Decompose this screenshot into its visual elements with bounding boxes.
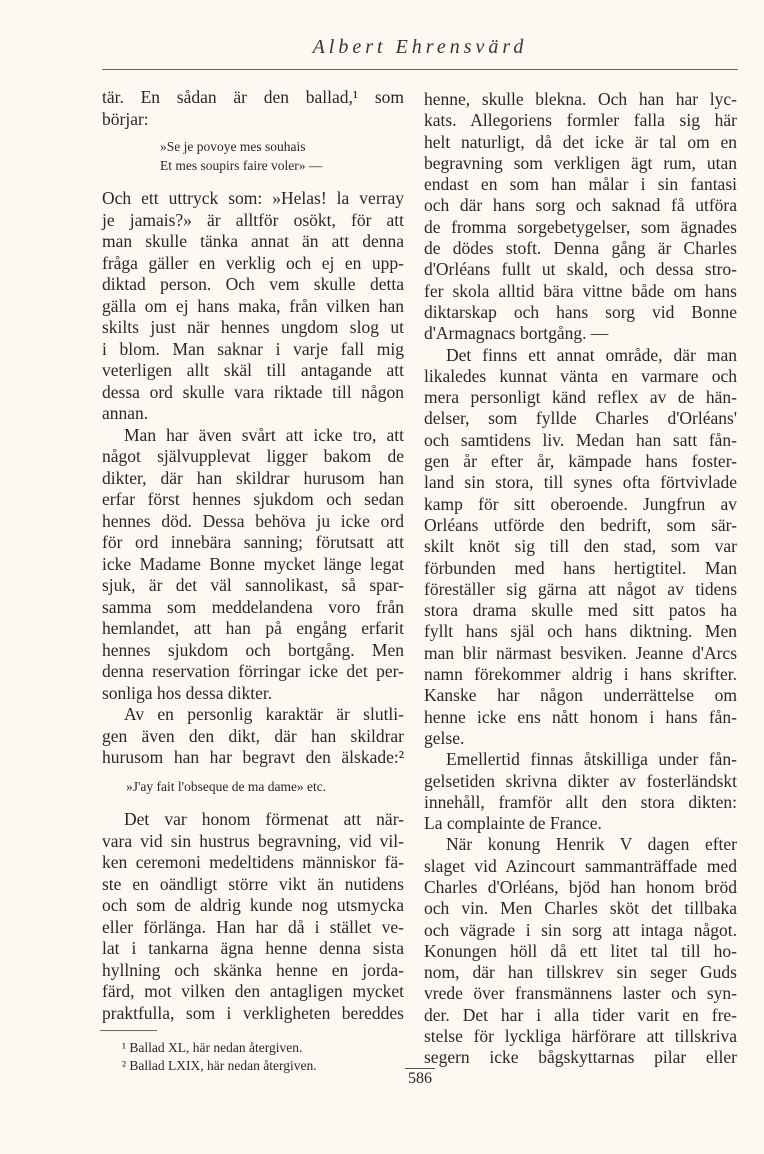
text-line: Et mes soupirs faire voler» — <box>160 158 323 173</box>
text-line: annan. <box>102 403 149 423</box>
text-line: Konungen höll då ett litet tal till ho- <box>424 940 737 961</box>
text-line: erfar först hennes sjukdom och sedan <box>102 489 404 509</box>
text-line: eller förlänga. Han har då i stället ve- <box>102 916 404 937</box>
text-line: Det finns ett annat område, där man <box>446 344 737 365</box>
text-line: gen även den dikt, där han skildrar <box>102 725 404 746</box>
header-rule <box>102 69 738 70</box>
text-line: Man har även svårt att icke tro, att <box>124 424 404 445</box>
text-line: och som de aldrig kunde nog utsmycka <box>102 895 404 915</box>
text-line: samma som meddelandena voro från <box>102 596 404 617</box>
running-header: Albert Ehrensvärd <box>312 36 528 58</box>
text-line: vrede över fransmännens laster och syn- <box>424 983 737 1004</box>
text-line: för ord innebära sanning; förutsatt att <box>102 532 404 552</box>
text-line: sjuk, är det väl sannolikast, så spar- <box>102 575 404 595</box>
text-line: gen år efter år, kämpade hans foster- <box>424 451 737 472</box>
text-line: likaledes kunnat vänta en varmare och <box>424 365 737 386</box>
text-line: kats. Allegoriens formler falla sig här <box>424 110 737 131</box>
text-line: segern icke bågskyttarnas pilar eller <box>424 1047 737 1068</box>
text-line: hennes sjukdom och bortgång. Men <box>102 639 404 660</box>
text-line: ² Ballad LXIX, här nedan återgiven. <box>122 1058 317 1073</box>
text-line: När konung Henrik V dagen efter <box>446 834 737 855</box>
text-line: gälla om ej hans maka, från vilken han <box>102 295 404 316</box>
text-line: gelsetiden skrivna dikter av fosterländskt <box>424 770 737 791</box>
left-paragraph-1 <box>102 87 404 130</box>
text-line: och vägrade i sin sorg att intaga något. <box>424 919 737 940</box>
text-line: innehåll, framför allt den stora dikten: <box>424 791 737 812</box>
text-line: Orléans utförde den bedrift, som sär- <box>424 514 737 535</box>
text-line: skilts just när hennes ungdom slog ut <box>102 317 404 337</box>
text-line: denna reservation förringar icke det per- <box>102 661 404 681</box>
text-line: och vin. Men Charles sköt det tillbaka <box>424 898 737 919</box>
text-line: dikter, där han skildrar hurusom han <box>102 467 404 488</box>
text-line: och samtidens liv. Medan han satt fån- <box>424 429 737 450</box>
text-line: d'Orléans fullt ut skald, och dessa stro- <box>424 259 737 280</box>
text-line: »Se je povoye mes souhais <box>160 139 306 154</box>
text-line: Av en personlig karaktär är slutli- <box>124 704 404 724</box>
text-line: något självupplevat ligger bakom de <box>102 446 404 466</box>
text-line: börjar: <box>102 108 149 129</box>
text-line: hemlandet, att han på engång erfarit <box>102 618 404 638</box>
text-line: stora drama skulle med sitt patos ha <box>424 600 737 621</box>
text-line: Kanske har någon underrättelse om <box>424 685 737 706</box>
footnotes <box>122 1039 422 1075</box>
text-line: Och ett uttryck som: »Helas! la verray <box>102 188 404 208</box>
text-line: de fromma sorgebetygelser, som ägnades <box>424 216 737 237</box>
text-line: praktfulla, som i verkligheten bereddes <box>102 1002 404 1023</box>
text-line: man blir närmast besviken. Jeanne d'Arcs <box>424 642 737 663</box>
text-line: La complainte de France. <box>424 813 602 834</box>
text-line: ¹ Ballad XL, här nedan återgiven. <box>122 1040 303 1055</box>
text-line: fråga gäller en verklig och ej en upp- <box>102 252 404 273</box>
text-line: slaget vid Azincourt sammanträffade med <box>424 855 737 876</box>
text-line: man skulle tänka annat än att denna <box>102 231 404 251</box>
left-paragraph-2 <box>102 188 404 769</box>
text-line: vara vid sin hustrus begravning, vid vil- <box>102 830 404 851</box>
text-line: fyllt hans själ och hans diktning. Men <box>424 621 737 642</box>
text-line: lat i tankarna ägna henne denna sista <box>102 938 404 958</box>
left-paragraph-3 <box>102 809 404 1024</box>
right-column-text <box>424 89 737 1069</box>
page-number: 586 <box>405 1068 435 1089</box>
text-line: tär. En sådan är den ballad,¹ som <box>102 87 404 107</box>
text-line: ken ceremoni medeltidens människor fä- <box>102 852 404 872</box>
verse-quote-1 <box>160 137 400 175</box>
text-line: hyllning och skänka henne en jorda- <box>102 959 404 980</box>
text-line: Charles d'Orléans, bjöd han honom bröd <box>424 876 737 897</box>
text-line: namn förekommer aldrig i hans skrifter. <box>424 664 737 685</box>
text-line: henne icke ens nått honom i hans fån- <box>424 706 737 727</box>
text-line: fer skola alltid bära vittne både om hans <box>424 280 737 301</box>
text-line: ste en oändligt större vikt än nutidens <box>102 873 404 894</box>
text-line: och där hans sorg och saknad få utföra <box>424 195 737 216</box>
text-line: delser, som fyllde Charles d'Orléans' <box>424 408 737 429</box>
text-line: kamp för sitt oberoende. Jungfrun av <box>424 493 737 514</box>
text-line: föreställer sig gärna att något av tidens <box>424 578 737 599</box>
text-line: begravning som verkligen ägt rum, utan <box>424 152 737 173</box>
text-line: veterligen allt skäl till antagande att <box>102 360 404 380</box>
text-line: skilt knöt sig till den stad, som var <box>424 536 737 557</box>
text-line: hennes död. Dessa behöva ju icke ord <box>102 510 404 531</box>
text-line: gelse. <box>424 727 465 748</box>
text-line: icke Madame Bonne mycket länge legat <box>102 553 404 574</box>
text-line: färd, mot vilken den antagligen mycket <box>102 981 404 1001</box>
text-line: diktarskap och hans sorg vid Bonne <box>424 301 737 322</box>
text-line: henne, skulle blekna. Och han har lyc- <box>424 89 737 109</box>
footnote-rule <box>100 1030 157 1031</box>
text-line: de dödes stoft. Denna gång är Charles <box>424 238 737 259</box>
text-line: je jamais?» är alltför osökt, för att <box>102 209 404 230</box>
text-line: helt naturligt, då det icke är tal om en <box>424 131 737 152</box>
text-line: hurusom han har begravt den älskade:² <box>102 747 404 767</box>
text-line: endast en som han målar i sin fantasi <box>424 174 737 195</box>
text-line: nom, där han tillskrev sin seger Guds <box>424 962 737 983</box>
text-line: »J'ay fait l'obseque de ma dame» etc. <box>126 779 327 794</box>
text-line: mera personligt känd reflex av de hän- <box>424 387 737 408</box>
text-line: der. Det har i alla tider varit en fre- <box>424 1004 737 1025</box>
text-line: stelse för lyckliga härförare att tillskriva <box>424 1026 737 1047</box>
text-line: Emellertid finnas åtskilliga under fån- <box>446 749 737 770</box>
text-line: d'Armagnacs bortgång. — <box>424 323 609 344</box>
text-line: diktad person. Och vem skulle detta <box>102 274 404 294</box>
text-line: sonliga hos dessa dikter. <box>102 682 273 703</box>
text-line: i blom. Man saknar i varje fall mig <box>102 338 404 359</box>
text-line: Det var honom förmenat att när- <box>124 809 404 829</box>
text-line: land sin stora, till synes ofta förtvivlade <box>424 472 737 493</box>
text-line: dessa ord skulle vara riktade till någon <box>102 381 404 402</box>
text-line: förbunden med hans hertigtitel. Man <box>424 557 737 578</box>
verse-quote-2 <box>126 777 366 796</box>
